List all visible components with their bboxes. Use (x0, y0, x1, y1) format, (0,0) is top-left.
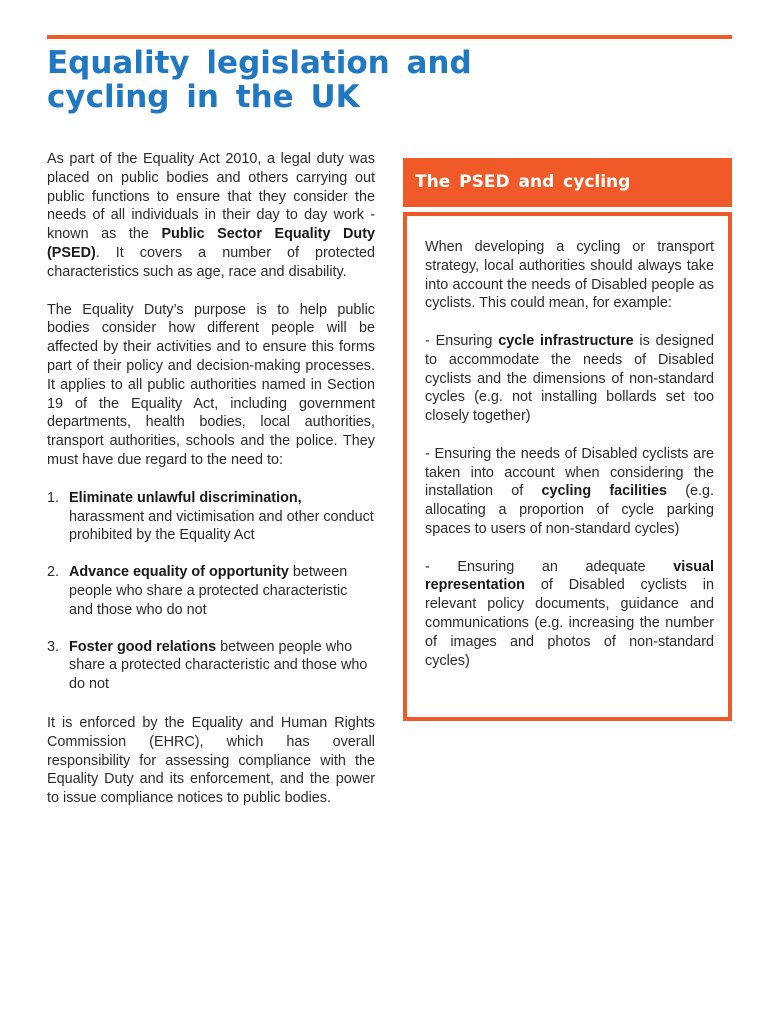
sidebar-point-text: (e.g. allocating a proportion of cycle parking spaces to users of non-standard cycles) (425, 483, 715, 537)
sidebar-box (403, 212, 732, 721)
list-item (47, 489, 375, 545)
sidebar-point-text: - Ensuring (425, 332, 499, 349)
list-item-text: harassment and victimisation and other conduct prohibited by the Equality Act (69, 508, 374, 544)
sidebar-point-text: - Ensuring an adequate (425, 558, 674, 575)
list-item-bold: Eliminate unlawful discrimination, (69, 489, 302, 506)
intro-text-end: . It covers a number of protected characteristics such as age, race and disability. (47, 244, 375, 280)
sidebar-point (425, 332, 714, 426)
list-number: 1. (47, 489, 60, 506)
list-item-bold: Advance equality of opportunity (69, 564, 289, 581)
psed-term: Public Sector Equality Duty (PSED) (47, 226, 375, 261)
page-title: Equality legislation and cycling in the UK (47, 45, 472, 115)
list-item-bold: Foster good relations (69, 638, 217, 655)
list-number: 2. (47, 564, 60, 581)
main-text-column (47, 150, 375, 808)
sidebar-point-bold: visual representation (425, 558, 714, 594)
sidebar-intro: When developing a cycling or transport strategy, local authorities should always take into account the needs of Disabled people as cyclists. This could mean, for example: (425, 239, 714, 312)
list-item (47, 563, 375, 619)
sidebar-point (425, 558, 714, 671)
list-item-text: between people who share a protected characteristic and those who do not (69, 564, 348, 618)
intro-text-start: As part of the Equality Act 2010, a legal duty was placed on public bodies and others carrying out public functions to ensure that they consider the needs of all individuals in their day to day work - known as the (47, 151, 375, 243)
header-rule (47, 35, 732, 39)
sidebar-point-text: is designed to accommodate the needs of Disabled cyclists and the dimensions of non-standard cycles (e.g. not installing bollards set too closely together) (425, 332, 714, 425)
sidebar-box-heading: The PSED and cycling (403, 158, 732, 207)
intro-paragraph (47, 150, 375, 282)
duty-list (47, 489, 375, 694)
sidebar-point-bold: cycle infrastructure (498, 332, 634, 349)
sidebar-point-text: of Disabled cyclists in relevant policy documents, guidance and communications (e.g. increasing the number of images and photos of non-standard cycles) (425, 577, 714, 669)
duty-paragraph: The Equality Duty’s purpose is to help public bodies consider how different people will be affected by their activities and to ensure this forms part of their policy and decision-making processes. It applies to all public authorities named in Section 19 of the Equality Act, including government departments, health bodies, local authorities, transport authorities, schools and the police. They must have due regard to the need to: (47, 301, 375, 468)
sidebar-point-bold: cycling facilities (541, 483, 667, 500)
list-item-text: between people who share a protected characteristic and those who do not (69, 638, 368, 693)
list-item (47, 638, 375, 694)
enforcement-paragraph: It is enforced by the Equality and Human Rights Commission (EHRC), which has overall responsibility for assessing compliance with the Equality Duty and its enforcement, and the power to issue compliance notices to public bodies. (47, 714, 375, 807)
sidebar-point (425, 445, 714, 539)
sidebar-point-text: - Ensuring the needs of Disabled cyclists are taken into account when considering the installation of (425, 445, 714, 500)
list-number: 3. (47, 638, 60, 655)
